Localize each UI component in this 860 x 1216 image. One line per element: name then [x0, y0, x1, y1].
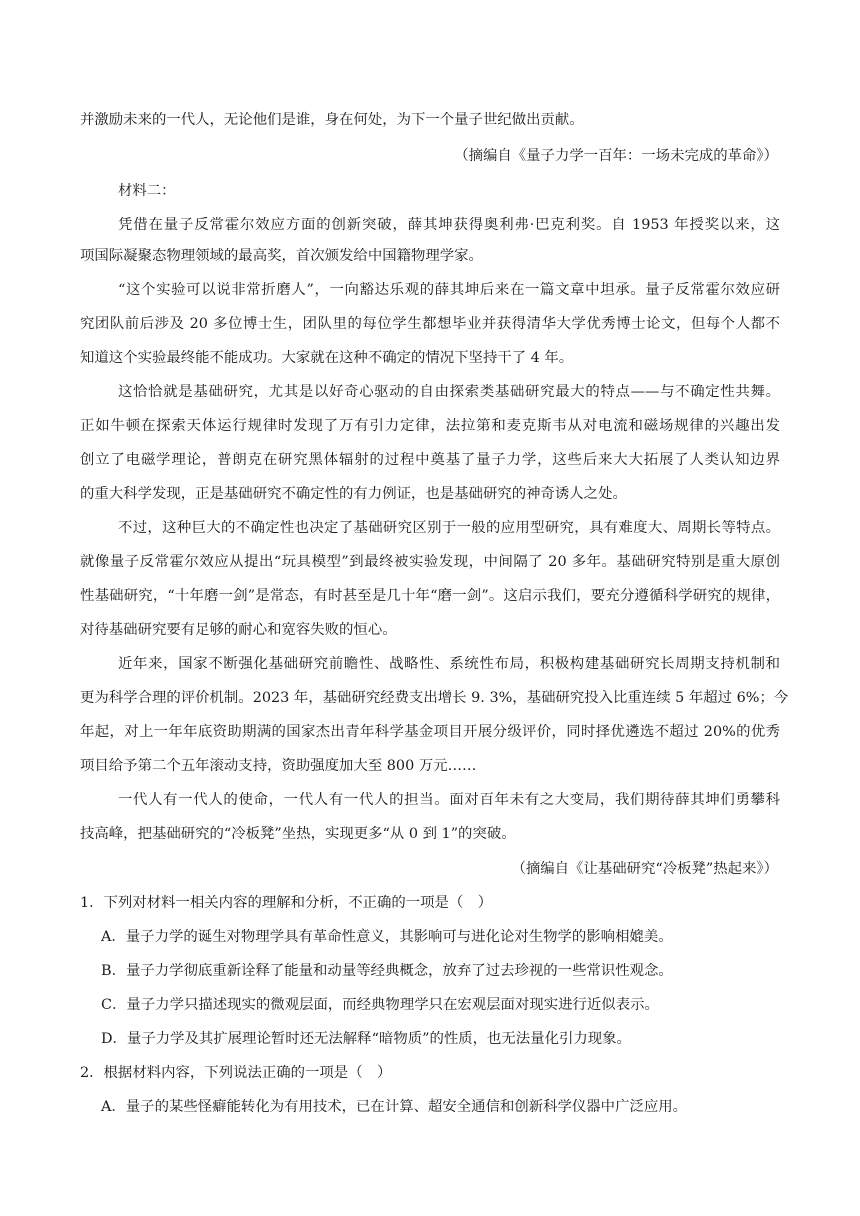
- paragraph-line: 的重大科学发现，正是基础研究不确定性的有力例证，也是基础研究的神奇诱人之处。: [80, 486, 627, 502]
- question-option: D．量子力学及其扩展理论暂时还无法解释“暗物质”的性质，也无法量化引力现象。: [101, 1031, 631, 1047]
- source-citation-1: （摘编自《量子力学一百年：一场未完成的革命》）: [454, 148, 778, 164]
- paragraph-line: 年起，对上一年年底资助期满的国家杰出青年科学基金项目开展分级评价，同时择优遴选不超过 20%的优秀: [80, 724, 780, 740]
- question-option: A．量子力学的诞生对物理学具有革命性意义，其影响可与进化论对生物学的影响相媲美。: [101, 929, 673, 945]
- source-citation-2: （摘编自《让基础研究“冷板凳”热起来》）: [511, 861, 778, 877]
- paragraph-line: 一代人有一代人的使命，一代人有一代人的担当。面对百年未有之大变局，我们期待薛其坤们勇攀科: [118, 792, 780, 808]
- question-option: B．量子力学彻底重新诠释了能量和动量等经典概念，放弃了过去珍视的一些常识性观念。: [101, 963, 673, 979]
- paragraph-line: 更为科学合理的评价机制。2023 年，基础研究经费支出增长 9. 3%，基础研究投入比重连续 5 年超过 6%；今: [80, 690, 789, 706]
- paragraph-line: “这个实验可以说非常折磨人”，一向豁达乐观的薛其坤后来在一篇文章中坦承。量子反常霍尔效应研: [118, 282, 780, 298]
- paragraph-line: 性基础研究，“十年磨一剑”是常态，有时甚至是几十年“磨一剑”。这启示我们，要充分遵循科学研究的规律，: [80, 588, 780, 604]
- question-option: A．量子的某些怪癖能转化为有用技术，已在计算、超安全通信和创新科学仪器中广泛应用。: [101, 1099, 688, 1115]
- paragraph-line: 知道这个实验最终能不能成功。大家就在这种不确定的情况下坚持干了 4 年。: [80, 350, 574, 366]
- paragraph-line: 近年来，国家不断强化基础研究前瞻性、战略性、系统性布局，积极构建基础研究长周期支持机制和: [118, 656, 780, 672]
- paragraph-line: 创立了电磁学理论，普朗克在研究黑体辐射的过程中奠基了量子力学，这些后来大大拓展了人类认知边界: [80, 452, 780, 468]
- paragraph-line: 技高峰，把基础研究的“冷板凳”坐热，实现更多“从 0 到 1”的突破。: [80, 826, 516, 842]
- paragraph-line: 不过，这种巨大的不确定性也决定了基础研究区别于一般的应用型研究，具有难度大、周期长等特点。: [118, 520, 780, 536]
- material-2-heading: 材料二：: [118, 183, 176, 199]
- question-stem: 2．根据材料内容，下列说法正确的一项是（ ）: [80, 1065, 392, 1081]
- paragraph-line: 项国际凝聚态物理领域的最高奖，首次颁发给中国籍物理学家。: [80, 248, 483, 264]
- paragraph-line: 正如牛顿在探索天体运行规律时发现了万有引力定律，法拉第和麦克斯韦从对电流和磁场规律的兴趣出发: [80, 418, 780, 434]
- question-stem: 1．下列对材料一相关内容的理解和分析，不正确的一项是（ ）: [80, 895, 493, 911]
- paragraph-line: 就像量子反常霍尔效应从提出“玩具模型”到最终被实验发现，中间隔了 20 多年。基础研究特别是重大原创: [80, 554, 780, 570]
- paragraph-line: 究团队前后涉及 20 多位博士生，团队里的每位学生都想毕业并获得清华大学优秀博士论文，但每个人都不: [80, 316, 780, 332]
- paragraph-line: 凭借在量子反常霍尔效应方面的创新突破，薛其坤获得奥利弗·巴克利奖。自 1953 年授奖以来，这: [118, 217, 780, 233]
- paragraph-line: 项目给予第二个五年滚动支持，资助强度加大至 800 万元……: [80, 758, 477, 774]
- question-option: C．量子力学只描述现实的微观层面，而经典物理学只在宏观层面对现实进行近似表示。: [101, 997, 659, 1013]
- intro-tail-text: 并激励未来的一代人，无论他们是谁，身在何处，为下一个量子世纪做出贡献。: [80, 112, 584, 128]
- paragraph-line: 这恰恰就是基础研究，尤其是以好奇心驱动的自由探索类基础研究最大的特点——与不确定性共舞。: [118, 384, 780, 400]
- paragraph-line: 对待基础研究要有足够的耐心和宽容失败的恒心。: [80, 622, 397, 638]
